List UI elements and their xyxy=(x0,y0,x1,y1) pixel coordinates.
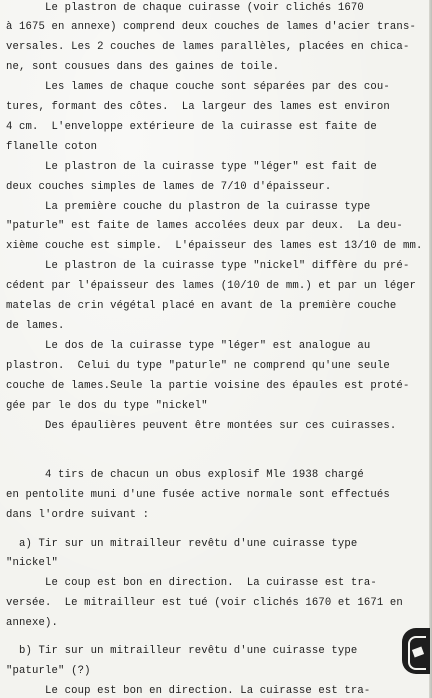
text-line: plastron. Celui du type "paturle" ne comprend qu'une seule xyxy=(6,360,390,372)
text-line: Le plastron de chaque cuirasse (voir clichés 1670 xyxy=(6,2,364,14)
text-line: Le dos de la cuirasse type "léger" est analogue au xyxy=(6,340,371,352)
text-line: Le plastron de la cuirasse type "nickel" diffère du pré- xyxy=(6,260,410,272)
text-line: en pentolite muni d'une fusée active normale sont effectués xyxy=(6,489,390,501)
text-line: 4 tirs de chacun un obus explosif Mle 1938 chargé xyxy=(6,469,364,481)
text-line: Le plastron de la cuirasse type "léger" est fait de xyxy=(6,161,377,173)
text-line: "paturle" est faite de lames accolées deux par deux. La deu- xyxy=(6,220,403,232)
text-line: ne, sont cousues dans des gaines de toile. xyxy=(6,61,280,73)
text-line: "nickel" xyxy=(6,557,59,569)
text-line: à 1675 en annexe) comprend deux couches de lames d'acier trans- xyxy=(6,21,416,33)
text-line: gée par le dos du type "nickel" xyxy=(6,400,208,412)
text-line: 4 cm. L'enveloppe extérieure de la cuirasse est faite de xyxy=(6,121,377,133)
text-line: "paturle" (?) xyxy=(6,665,91,677)
text-line: versales. Les 2 couches de lames parallèles, placées en chica- xyxy=(6,41,410,53)
archive-stamp-icon xyxy=(402,628,430,674)
text-line: Des épaulières peuvent être montées sur ces cuirasses. xyxy=(6,420,397,432)
text-line: de lames. xyxy=(6,320,65,332)
text-line: xième couche est simple. L'épaisseur des lames est 13/10 de mm. xyxy=(6,240,423,252)
text-line: versée. Le mitrailleur est tué (voir clichés 1670 et 1671 en xyxy=(6,597,403,609)
text-line: La première couche du plastron de la cuirasse type xyxy=(6,201,371,213)
text-line: cédent par l'épaisseur des lames (10/10 de mm.) et par un léger xyxy=(6,280,416,292)
text-line: couche de lames.Seule la partie voisine des épaules est proté- xyxy=(6,380,410,392)
text-line: deux couches simples de lames de 7/10 d'épaisseur. xyxy=(6,181,332,193)
text-line: flanelle coton xyxy=(6,141,98,153)
text-line: Le coup est bon en direction. La cuirasse est tra- xyxy=(6,685,371,697)
text-line: b) Tir sur un mitrailleur revêtu d'une cuirasse type xyxy=(6,645,358,657)
text-line: Le coup est bon en direction. La cuirasse est tra- xyxy=(6,577,377,589)
text-line: annexe). xyxy=(6,617,59,629)
text-line: Les lames de chaque couche sont séparées par des cou- xyxy=(6,81,390,93)
text-line: a) Tir sur un mitrailleur revêtu d'une cuirasse type xyxy=(6,538,358,550)
text-line: dans l'ordre suivant : xyxy=(6,509,150,521)
text-line: tures, formant des côtes. La largeur des lames est environ xyxy=(6,101,390,113)
text-line: matelas de crin végétal placé en avant de la première couche xyxy=(6,300,397,312)
